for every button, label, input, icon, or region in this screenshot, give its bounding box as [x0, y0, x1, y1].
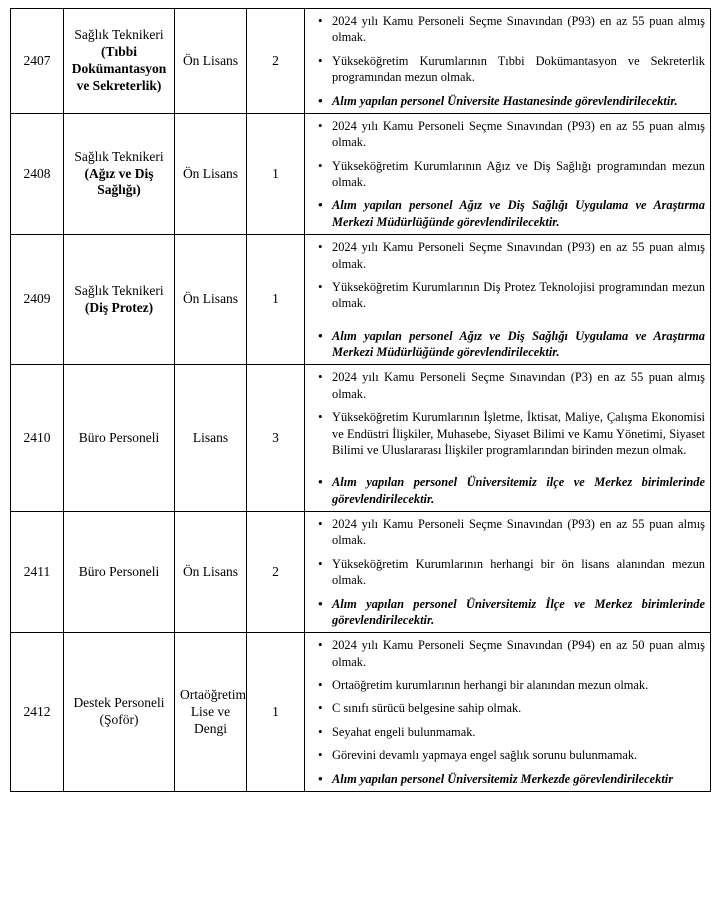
requirement-item: • Alım yapılan personel Üniversitemiz İlçe ve Merkez birimlerinde görevlendirilecektir.: [332, 596, 705, 629]
position-title: [64, 9, 175, 114]
position-requirements: [305, 113, 711, 234]
position-code: 2410: [11, 365, 64, 512]
requirement-item: • 2024 yılı Kamu Personeli Seçme Sınavından (P93) en az 55 puan almış olmak.: [332, 118, 705, 151]
position-requirements: [305, 512, 711, 633]
table-body: [11, 9, 711, 792]
position-requirements: [305, 235, 711, 365]
requirements-list: [310, 239, 705, 360]
position-title-line: Büro Personeli: [78, 429, 160, 445]
requirement-item: • Alım yapılan personel Ağız ve Diş Sağlığı Uygulama ve Araştırma Merkezi Müdürlüğünde görevlendirilecektir.: [332, 197, 705, 230]
requirements-list: [310, 516, 705, 628]
positions-table: [10, 8, 711, 792]
position-requirements: [305, 365, 711, 512]
requirement-item: • Alım yapılan personel Üniversite Hastanesinde görevlendirilecektir.: [332, 93, 705, 109]
position-code: 2412: [11, 633, 64, 792]
position-quantity: 2: [247, 9, 305, 114]
table-row: [11, 9, 711, 114]
position-title-line: (Diş Protez): [84, 299, 154, 315]
requirement-item: • 2024 yılı Kamu Personeli Seçme Sınavından (P93) en az 55 puan almış olmak.: [332, 13, 705, 46]
position-title-line: Sağlık Teknikeri: [74, 282, 164, 298]
requirements-list: [310, 637, 705, 787]
position-title-line: (Şoför): [99, 712, 139, 728]
table-row: [11, 235, 711, 365]
requirement-item: • Yükseköğretim Kurumlarının İşletme, İktisat, Maliye, Çalışma Ekonomisi ve Endüstri İlişkiler, Muhasebe, Siyaset Bilimi ve Kamu Yönetimi, Siyaset Bilimi ve Uluslararası İlişkiler programlarından birinden mezun olmak.: [332, 409, 705, 458]
requirement-item: • Seyahat engeli bulunmamak.: [332, 724, 705, 740]
requirement-item: • 2024 yılı Kamu Personeli Seçme Sınavından (P93) en az 55 puan almış olmak.: [332, 516, 705, 549]
requirement-item: • Alım yapılan personel Ağız ve Diş Sağlığı Uygulama ve Araştırma Merkezi Müdürlüğünde görevlendirilecektir.: [332, 328, 705, 361]
requirement-item: • 2024 yılı Kamu Personeli Seçme Sınavından (P94) en az 50 puan almış olmak.: [332, 637, 705, 670]
position-title-line: Destek Personeli: [73, 695, 165, 711]
requirement-item: • Yükseköğretim Kurumlarının Tıbbi Dokümantasyon ve Sekreterlik programından mezun olmak.: [332, 53, 705, 86]
education-level: Ortaöğretim Lise ve Dengi: [175, 633, 247, 792]
position-title: [64, 512, 175, 633]
position-title: [64, 113, 175, 234]
education-level: Ön Lisans: [175, 512, 247, 633]
education-level: Ön Lisans: [175, 235, 247, 365]
position-requirements: [305, 633, 711, 792]
education-level: Ön Lisans: [175, 9, 247, 114]
requirements-list: [310, 369, 705, 507]
education-level: Ön Lisans: [175, 113, 247, 234]
requirement-item: • C sınıfı sürücü belgesine sahip olmak.: [332, 700, 705, 716]
position-quantity: 3: [247, 365, 305, 512]
requirement-item: • Yükseköğretim Kurumlarının herhangi bir ön lisans alanından mezun olmak.: [332, 556, 705, 589]
requirement-item: • Ortaöğretim kurumlarının herhangi bir alanından mezun olmak.: [332, 677, 705, 693]
position-title-line: Sağlık Teknikeri: [74, 148, 164, 164]
table-row: [11, 633, 711, 792]
requirement-item: • Alım yapılan personel Üniversitemiz ilçe ve Merkez birimlerinde görevlendirilecektir.: [332, 474, 705, 507]
table-row: [11, 365, 711, 512]
requirement-item: • Alım yapılan personel Üniversitemiz Merkezde görevlendirilecektir: [332, 771, 705, 787]
position-title: [64, 235, 175, 365]
requirement-item: • 2024 yılı Kamu Personeli Seçme Sınavından (P3) en az 55 puan almış olmak.: [332, 369, 705, 402]
position-code: 2409: [11, 235, 64, 365]
position-requirements: [305, 9, 711, 114]
position-title-line: (Ağız ve Diş Sağlığı): [84, 165, 154, 198]
position-quantity: 1: [247, 113, 305, 234]
position-quantity: 2: [247, 512, 305, 633]
table-row: [11, 113, 711, 234]
requirement-item: • 2024 yılı Kamu Personeli Seçme Sınavından (P93) en az 55 puan almış olmak.: [332, 239, 705, 272]
requirement-item: • Görevini devamlı yapmaya engel sağlık sorunu bulunmamak.: [332, 747, 705, 763]
requirement-item: • Yükseköğretim Kurumlarının Ağız ve Diş Sağlığı programından mezun olmak.: [332, 158, 705, 191]
requirements-list: [310, 118, 705, 230]
position-code: 2407: [11, 9, 64, 114]
position-title: [64, 365, 175, 512]
position-code: 2411: [11, 512, 64, 633]
position-title: [64, 633, 175, 792]
position-quantity: 1: [247, 633, 305, 792]
position-code: 2408: [11, 113, 64, 234]
position-title-line: (Tıbbi Dokümantasyon ve Sekreterlik): [71, 44, 167, 93]
table-row: [11, 512, 711, 633]
position-title-line: Sağlık Teknikeri: [74, 27, 164, 43]
position-quantity: 1: [247, 235, 305, 365]
requirement-item: • Yükseköğretim Kurumlarının Diş Protez Teknolojisi programından mezun olmak.: [332, 279, 705, 312]
requirements-list: [310, 13, 705, 109]
position-title-line: Büro Personeli: [78, 563, 160, 579]
education-level: Lisans: [175, 365, 247, 512]
